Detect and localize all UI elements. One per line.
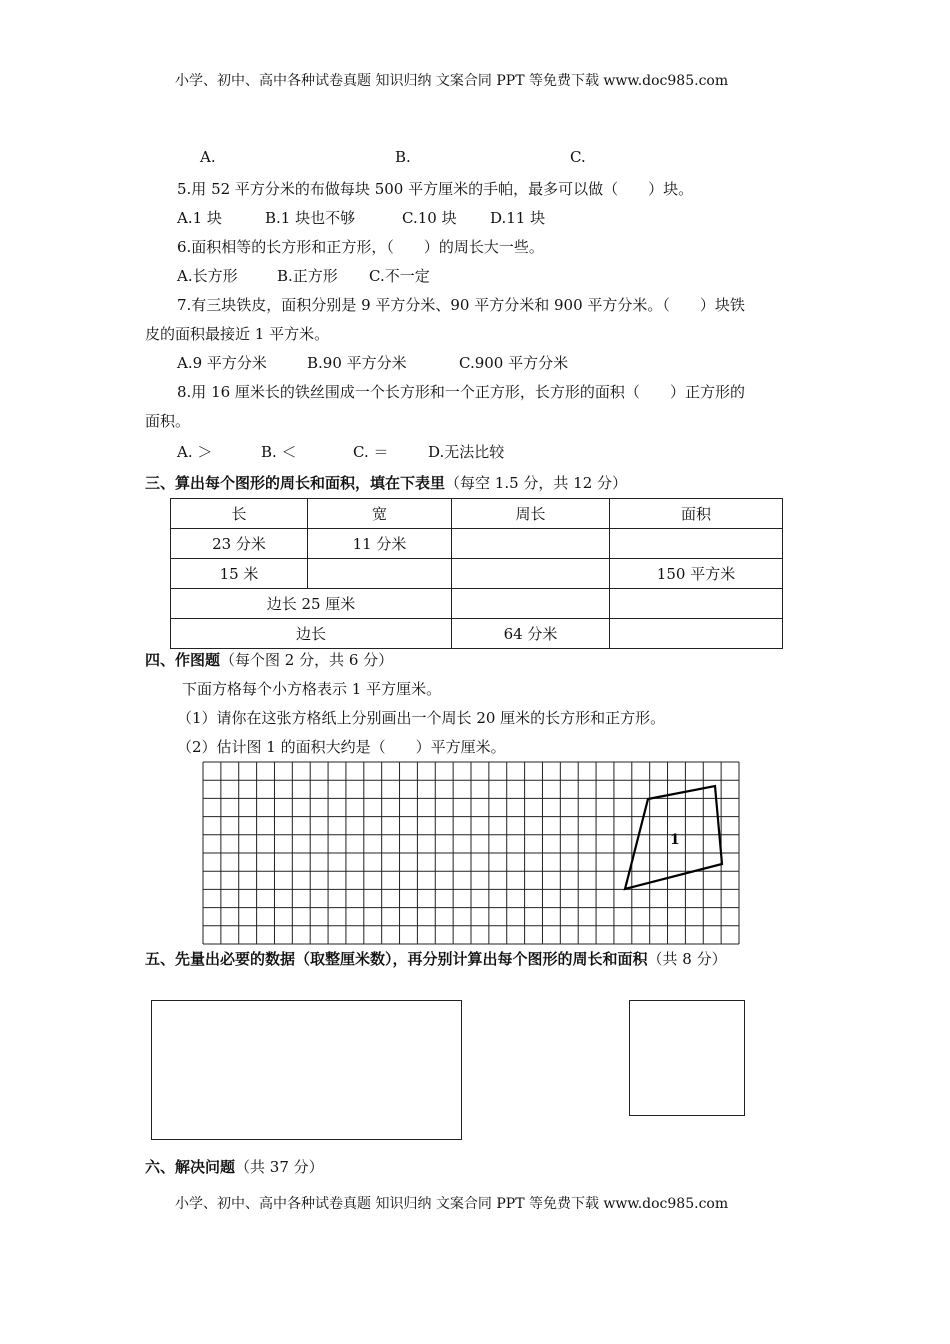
section5-note: （共 8 分） <box>647 950 727 968</box>
table-row <box>171 619 783 649</box>
section4-intro: 下面方格每个小方格表示 1 平方厘米。 <box>182 680 442 698</box>
q5-stem: 5.用 52 平方分米的布做每块 500 平方厘米的手帕，最多可以做（ ）块。 <box>177 180 694 198</box>
cell-area-blank[interactable] <box>610 619 783 649</box>
q7-stem-line1: 7.有三块铁皮，面积分别是 9 平方分米、90 平方分米和 900 平方分米。（ ）块铁 <box>177 296 745 314</box>
q7-option-b: B.90 平方分米 <box>307 354 407 372</box>
q6-option-c: C.不一定 <box>369 267 430 285</box>
header-area: 面积 <box>610 499 783 529</box>
q8-option-b: B. ＜ <box>261 443 297 461</box>
section3-table <box>170 498 783 649</box>
grid-paper[interactable] <box>203 762 739 944</box>
cell-length: 23 分米 <box>171 529 308 559</box>
q6-option-a: A.长方形 <box>177 267 238 285</box>
q4-option-b: B. <box>395 148 411 166</box>
q7-option-a: A.9 平方分米 <box>177 354 267 372</box>
table-row <box>171 559 783 589</box>
cell-perimeter-blank[interactable] <box>452 589 610 619</box>
section6-heading <box>145 1156 324 1177</box>
q8-options <box>177 441 504 462</box>
cell-width: 11 分米 <box>308 529 452 559</box>
section4-note: （每个图 2 分，共 6 分） <box>220 651 394 669</box>
cell-side: 边长 25 厘米 <box>171 589 452 619</box>
cell-length: 15 米 <box>171 559 308 589</box>
section4-item1: （1）请你在这张方格纸上分别画出一个周长 20 厘米的长方形和正方形。 <box>177 709 666 727</box>
header-length: 长 <box>171 499 308 529</box>
section3-heading <box>145 472 627 493</box>
q5-option-c: C.10 块 <box>402 209 457 227</box>
q5-options <box>177 207 545 228</box>
page-footer: 小学、初中、高中各种试卷真题 知识归纳 文案合同 PPT 等免费下载 www.doc985.com <box>175 1196 729 1212</box>
page-header: 小学、初中、高中各种试卷真题 知识归纳 文案合同 PPT 等免费下载 www.doc985.com <box>175 73 729 89</box>
q5-option-a: A.1 块 <box>177 209 222 227</box>
q5-option-b: B.1 块也不够 <box>265 209 356 227</box>
header-width: 宽 <box>308 499 452 529</box>
cell-width-blank[interactable] <box>308 559 452 589</box>
section4-title: 四、作图题 <box>145 651 221 669</box>
q8-stem-line1: 8.用 16 厘米长的铁丝围成一个长方形和一个正方形，长方形的面积（ ）正方形的 <box>177 383 745 401</box>
section3-note: （每空 1.5 分，共 12 分） <box>445 474 628 492</box>
cell-perimeter: 64 分米 <box>452 619 610 649</box>
table-header-row <box>171 499 783 529</box>
table-row <box>171 589 783 619</box>
cell-area-blank[interactable] <box>610 589 783 619</box>
section3-title: 三、算出每个图形的周长和面积，填在下表里 <box>145 474 446 492</box>
q6-options <box>177 265 430 286</box>
q7-options <box>177 352 568 373</box>
q6-option-b: B.正方形 <box>277 267 338 285</box>
figure-1-label: 1 <box>670 832 680 848</box>
cell-perimeter-blank[interactable] <box>452 529 610 559</box>
section4-heading <box>145 649 393 670</box>
q7-option-c: C.900 平方分米 <box>459 354 569 372</box>
q8-option-c: C. ＝ <box>353 443 389 461</box>
grid-lines <box>203 762 739 944</box>
q6-stem: 6.面积相等的长方形和正方形，（ ）的周长大一些。 <box>177 238 544 256</box>
q8-stem-line2: 面积。 <box>145 412 191 430</box>
q4-option-a: A. <box>200 148 216 166</box>
q8-option-a: A. ＞ <box>177 443 213 461</box>
q4-option-c: C. <box>570 148 586 166</box>
q5-option-d: D.11 块 <box>490 209 546 227</box>
section4-item2: （2）估计图 1 的面积大约是（ ）平方厘米。 <box>177 738 506 756</box>
section5-heading <box>145 948 727 969</box>
cell-area: 150 平方米 <box>610 559 783 589</box>
section5-title: 五、先量出必要的数据（取整厘米数），再分别计算出每个图形的周长和面积 <box>145 950 648 968</box>
section6-note: （共 37 分） <box>235 1158 324 1176</box>
square-figure <box>629 1000 745 1116</box>
table-row <box>171 529 783 559</box>
header-perimeter: 周长 <box>452 499 610 529</box>
cell-side: 边长 <box>171 619 452 649</box>
section6-title: 六、解决问题 <box>145 1158 236 1176</box>
cell-perimeter-blank[interactable] <box>452 559 610 589</box>
q7-stem-line2: 皮的面积最接近 1 平方米。 <box>145 325 330 343</box>
q8-option-d: D.无法比较 <box>428 443 505 461</box>
cell-area-blank[interactable] <box>610 529 783 559</box>
rectangle-figure <box>151 1000 462 1140</box>
